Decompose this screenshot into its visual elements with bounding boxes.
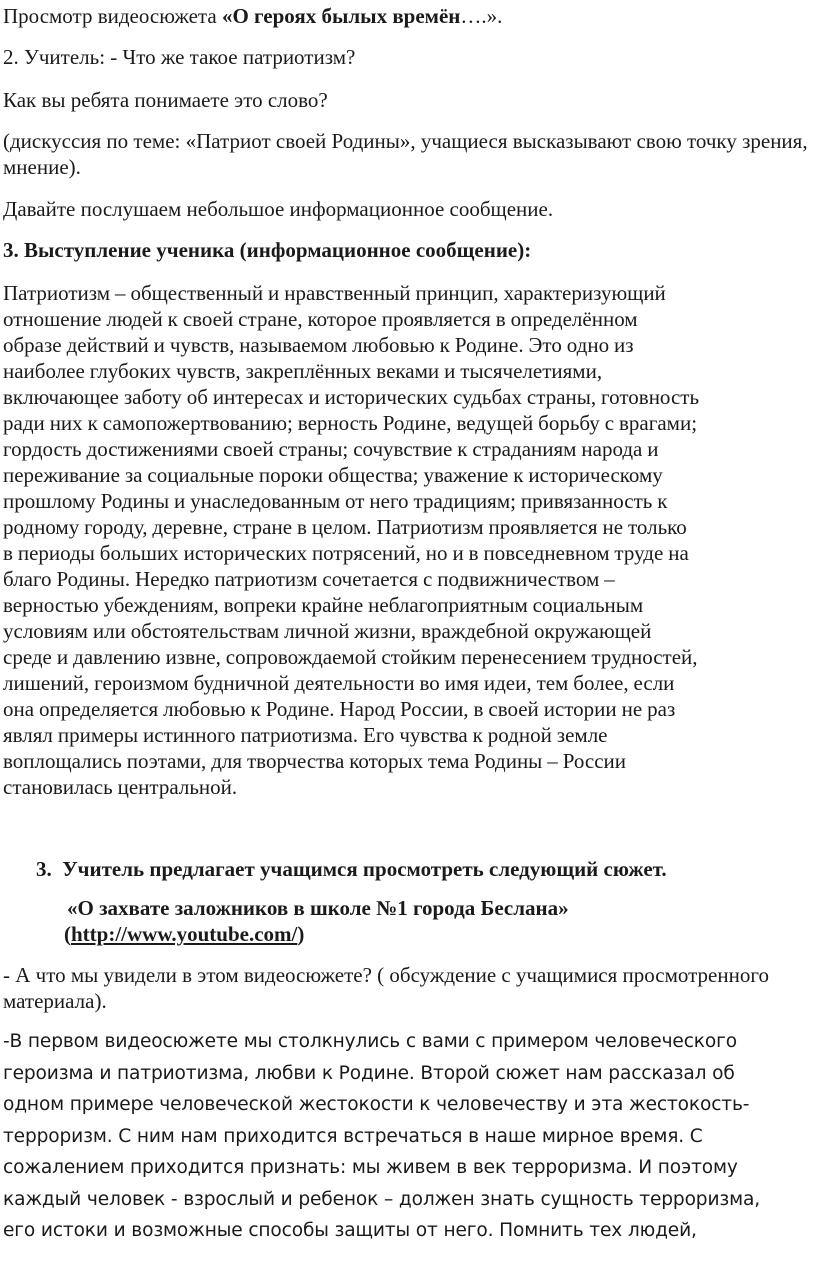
link-close-paren: ) [297,922,305,946]
report-line: среде и давлению извне, сопровождаемой стойким перенесением трудностей, [3,645,698,669]
report-line: отношение людей к своей стране, которое проявляется в определённом [3,307,638,331]
conclusion-line: его истоки и возможные способы защиты от него. Помнить тех людей, [3,1220,697,1241]
teacher-proposal-text: Учитель предлагает учащимся просмотреть следующий сюжет. [62,857,667,881]
report-line: прошлому Родины и унаследованным от него традициям; привязанность к [3,489,668,513]
link-open-paren: ( [64,922,71,946]
section-3-heading: 3. Выступление ученика (информационное сообщение): [3,238,532,262]
report-line: она определяется любовью к Родине. Народ России, в своей истории не раз [3,697,676,721]
conclusion-line: каждый человек - взрослый и ребенок – должен знать сущность терроризма, [3,1188,760,1210]
video-intro-line [0,3,816,29]
teacher-question: 2. Учитель: - Что же такое патриотизм? [3,45,356,69]
conclusion-line: -В первом видеосюжете мы столкнулись с вами с примером человеческого [3,1031,737,1052]
report-line: переживание за социальные пороки общества; уважение к историческому [3,463,663,487]
youtube-link[interactable]: http://www.youtube.com/ [71,922,298,946]
video-intro-prefix: Просмотр видеосюжета [3,4,222,28]
report-line: лишений, героизмом будничной деятельности во имя идеи, тем более, если [3,671,675,695]
report-line: образе действий и чувств, называемом любовью к Родине. Это одно из [3,333,634,357]
report-line: ради них к самопожертвованию; верность Родине, ведущей борьбу с врагами; [3,411,698,435]
report-line: воплощались поэтами, для творчества которых тема Родины – России [3,749,626,773]
report-line: становилась центральной. [3,775,238,799]
list-number: 3. [36,857,52,881]
video-intro-suffix: ….». [460,4,503,28]
report-line: наиболее глубоких чувств, закреплённых веками и тысячелетиями, [3,359,603,383]
conclusion-paragraph [0,1026,816,1247]
conclusion-line: одном примере человеческой жестокости к человечеству и эта жестокость- [3,1094,750,1115]
conclusion-line: героизма и патриотизма, любви к Родине. Второй сюжет нам рассказал об [3,1062,735,1084]
report-line: благо Родины. Нередко патриотизм сочетается с подвижничеством – [3,567,615,591]
discussion-question: - А что мы увидели в этом видеосюжете? ( обсуждение с учащимися просмотренного материала). [3,963,769,1013]
conclusion-line: сожалением приходится признать: мы живем в век терроризма. И поэтому [3,1157,738,1178]
report-line: гордость достижениями своей страны; сочувствие к страданиям народа и [3,437,659,461]
report-line: Патриотизм – общественный и нравственный принцип, характеризующий [3,281,666,305]
report-line: в периоды больших исторических потрясений, но и в повседневном труде на [3,541,689,565]
listen-invitation: Давайте послушаем небольшое информационное сообщение. [3,197,554,221]
discussion-note: (дискуссия по теме: «Патриот своей Родины», учащиеся высказывают свою точку зрения, мнение). [3,129,808,179]
report-line: условиям или обстоятельствам личной жизни, враждебной окружающей [3,619,652,643]
report-line: включающее заботу об интересах и исторических судьбах страны, готовность [3,385,700,409]
report-line: верностью убеждениям, вопреки крайне неблагоприятным социальным [3,593,644,617]
video-title-beslan: «О захвате заложников в школе №1 города Беслана» [67,896,569,920]
student-report-paragraph [0,280,810,800]
conclusion-line: терроризм. С ним нам приходится встречаться в наше мирное время. С [3,1125,703,1147]
report-line: являл примеры истинного патриотизма. Его чувства к родной земле [3,723,608,747]
report-line: родному городу, деревне, стране в целом. Патриотизм проявляется не только [3,515,687,539]
video-title-heroes: «О героях былых времён [221,4,461,28]
teacher-proposal-item [33,856,816,882]
understanding-question: Как вы ребята понимаете это слово? [3,88,328,112]
video-link-line [61,921,816,947]
